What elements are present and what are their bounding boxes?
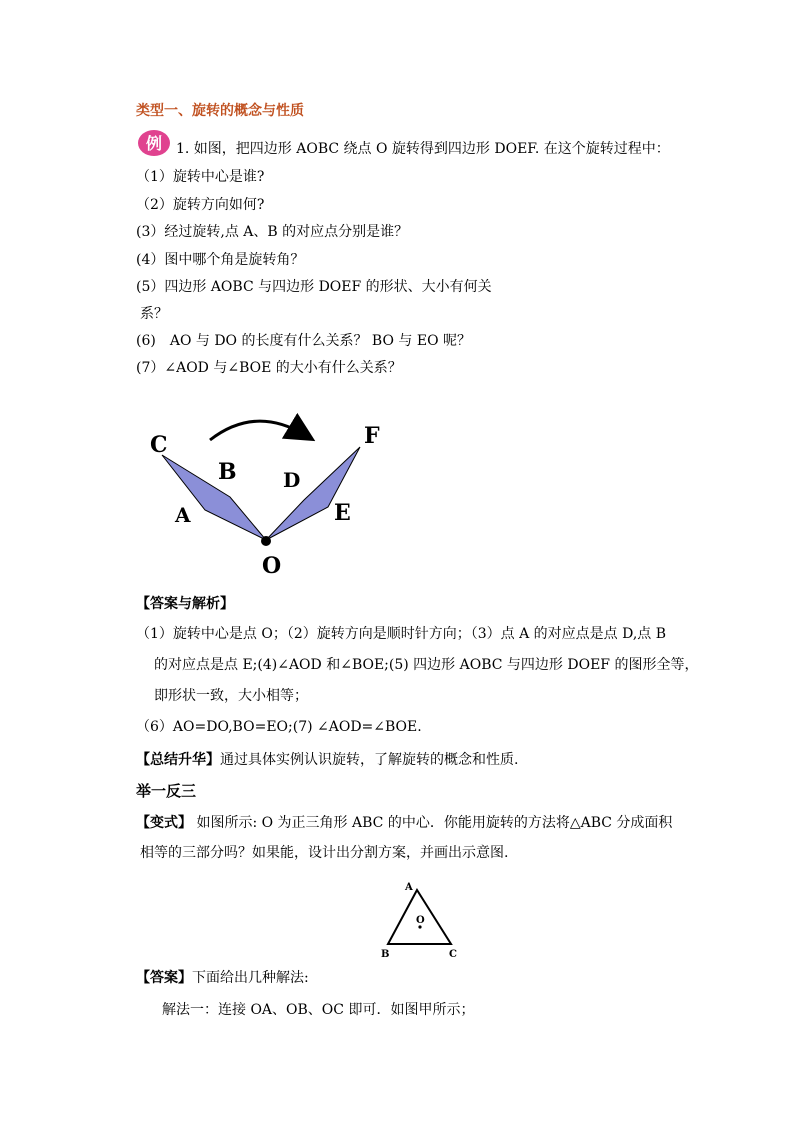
center-point-o (261, 536, 271, 546)
summary-heading: 【总结升华】 (136, 752, 220, 768)
variant-heading: 【变式】 (136, 815, 192, 831)
triangle-label-b: B (381, 949, 390, 960)
variant-text: 如图所示: O 为正三角形 ABC 的中心．你能用旋转的方法将△ABC 分成面积 (192, 815, 673, 831)
section-title: 类型一、旋转的概念与性质 (136, 103, 304, 119)
quadrilateral-doef (266, 447, 360, 540)
answer2-text: 下面给出几种解法: (192, 970, 309, 986)
label-o: O (262, 553, 282, 579)
example-badge (137, 128, 173, 158)
label-d: D (283, 468, 301, 492)
label-a: A (175, 503, 191, 527)
answer-heading: 【答案与解析】 (136, 596, 234, 612)
answer-line-2: 的对应点是点 E;(4)∠AOD 和∠BOE;(5) 四边形 AOBC 与四边形 DOEF 的图形全等， (154, 657, 699, 673)
question-item-4: (4）图中哪个角是旋转角？ (136, 252, 305, 268)
triangle-label-a: A (405, 882, 413, 893)
question-item-7: (7）∠AOD 与∠BOE 的大小有什么关系？ (136, 360, 402, 376)
question-item-1: （1）旋转中心是谁? (136, 169, 265, 185)
triangle-figure (372, 878, 462, 963)
question-item-3: (3）经过旋转,点 A、B 的对应点分别是谁？ (136, 224, 409, 240)
question-item-5-cont: 系？ (140, 306, 168, 322)
variant-line-1 (136, 813, 672, 833)
example-badge-label: 例 (145, 134, 163, 153)
answer2-heading: 【答案】 (136, 970, 192, 986)
label-c: C (150, 432, 168, 458)
rotation-figure (140, 410, 400, 580)
triangle-label-c: C (449, 949, 457, 960)
method-1: 解法一：连接 OA、OB、OC 即可．如图甲所示； (162, 1002, 475, 1018)
label-f: F (364, 423, 380, 449)
question-item-6: (6) AO 与 DO 的长度有什么关系？ BO 与 EO 呢？ (136, 333, 471, 349)
summary (136, 750, 518, 770)
label-b: B (218, 459, 237, 485)
triangle-label-o: O (416, 915, 425, 926)
answer-line-4: （6）AO=DO,BO=EO;(7) ∠AOD=∠BOE. (136, 719, 422, 735)
answer2 (136, 968, 309, 988)
question-item-5: (5）四边形 AOBC 与四边形 DOEF 的形状、大小有何关 (136, 279, 492, 295)
summary-text: 通过具体实例认识旋转，了解旋转的概念和性质. (220, 752, 519, 768)
practice-heading: 举一反三 (136, 782, 197, 800)
variant-line-2: 相等的三部分吗？如果能，设计出分割方案，并画出示意图. (140, 845, 509, 861)
answer-line-3: 即形状一致，大小相等； (154, 688, 308, 704)
answer-line-1: （1）旋转中心是点 O；（2）旋转方向是顺时针方向；（3）点 A 的对应点是点 D,点 B (136, 626, 667, 642)
example-question: 1. 如图，把四边形 AOBC 绕点 O 旋转得到四边形 DOEF. 在这个旋转过程中： (176, 141, 670, 157)
rotation-arrow (210, 421, 305, 440)
label-e: E (334, 500, 351, 526)
question-item-2: （2）旋转方向如何? (136, 197, 265, 213)
quadrilateral-aobc (162, 455, 266, 540)
